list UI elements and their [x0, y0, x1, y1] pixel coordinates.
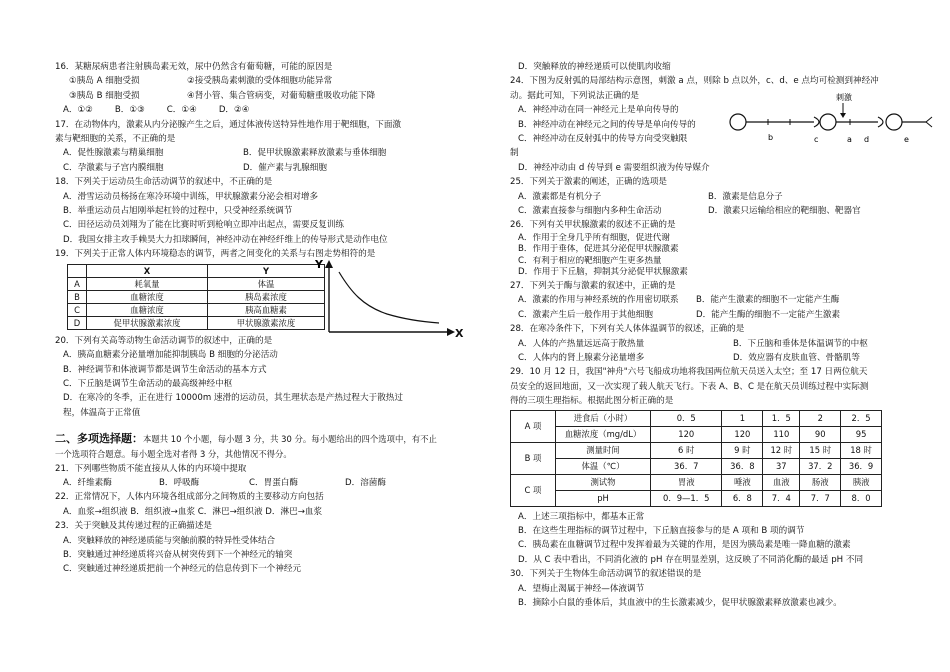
q21-option-b[interactable]: B．呼吸酶 [159, 477, 200, 488]
q29-stem-cont2: 得的三项生理指标。根据此图分析正确的是 [510, 396, 674, 407]
q18-option-d[interactable]: D．我国女排主攻手赖昊大力扣球瞬间，神经冲动在神经纤维上的传导形式是动作电位 [63, 234, 388, 245]
q17-options-row1 [55, 146, 490, 160]
q17-option-b[interactable]: B．促甲状腺激素释放激素与垂体细胞 [243, 148, 387, 159]
q23-option-a[interactable]: A．突触释放的神经递质能与突触前膜的特异性受体结合 [63, 535, 276, 546]
q24-option-c-cont: 制 [510, 148, 519, 159]
table-row: X Y [68, 264, 325, 277]
table-row: D 促甲状腺激素浓度 甲状腺激素浓度 [68, 316, 325, 329]
q25-option-a[interactable]: A．激素都是有机分子 [518, 191, 602, 202]
table-row: C 血糖浓度 胰高血糖素 [68, 303, 325, 316]
q24-option-c[interactable]: C．神经冲动在反射弧中的传导方向受突触限 [518, 134, 688, 145]
q23-option-b[interactable]: B．突触通过神经递质将兴奋从树突传到下一个神经元的轴突 [63, 549, 293, 560]
q21-options [55, 476, 490, 490]
q29-option-d[interactable]: D．从 C 表中看出，不同消化液的 pH 存在明显差别，这反映了不同消化酶的最适 pH 不同 [518, 554, 864, 565]
q17-option-d[interactable]: D．催产素与乳腺细胞 [243, 162, 327, 173]
left-column [55, 60, 490, 577]
q16-item-2: ②接受胰岛素刺激的受体细胞功能异常 [187, 76, 333, 87]
q20-option-d-cont: 程，体温高于正常值 [63, 407, 141, 418]
label-e: e [904, 135, 909, 145]
q18-option-a[interactable]: A．滑雪运动员杨扬在寒冷环境中训练，甲状腺激素分泌会相对增多 [63, 191, 319, 202]
q19-stem: 19．下列关于正常人体内环境稳态的调节，两者之间变化的关系与右图走势相符的是 [55, 249, 376, 260]
q21-option-a[interactable]: A．纤维素酶 [63, 477, 112, 488]
q19-block [55, 257, 490, 340]
section-note-cont: 一个选项符合题意。每小题全选对者得 3 分，其他情况不得分。 [55, 449, 292, 460]
q27-options-row1 [510, 293, 945, 307]
q17-stem-cont: 素与靶细胞的关系，不正确的是 [55, 134, 176, 145]
q20-option-a[interactable]: A．胰高血糖素分泌量增加能抑制胰岛 B 细胞的分泌活动 [63, 350, 278, 361]
q16-stem: 16．某糖尿病患者注射胰岛素无效，尿中仍然含有葡萄糖，可能的原因是 [55, 62, 333, 72]
table-row: B 血糖浓度 胰岛素浓度 [68, 290, 325, 303]
stimulus-label: 刺激 [836, 93, 852, 103]
q19-trend-graph [315, 258, 455, 338]
label-b: b [768, 133, 774, 143]
q17-options-row2 [55, 161, 490, 175]
q20-option-d[interactable]: D．在寒冷的冬季，正在进行 10000m 速滑的运动员，其生理状态是产热过程大于散热过 [63, 393, 403, 404]
q25-options-row1 [510, 190, 945, 204]
q27-option-a[interactable]: A．激素的作用与神经系统的作用密切联系 [518, 295, 679, 306]
q17-stem: 17．在动物体内，激素从内分泌腺产生之后，通过体液传送特异性地作用于靶细胞，下面激 [55, 119, 402, 130]
table-row: A 耗氧量 体温 [68, 277, 325, 290]
q23-stem: 23．关于突触及其传递过程的正确描述是 [55, 521, 213, 532]
y-axis-arrow [325, 260, 333, 268]
q24-stem: 24．下图为反射弧的局部结构示意图，刺激 a 点，则除 b 点以外，c、d、e 点均可检测到神经冲 [510, 76, 879, 87]
q26-option-c[interactable]: C．有利于相应的靶细胞产生更多热量 [518, 255, 662, 266]
section-heading: 二、多项选择题：本题共 10 个小题，每小题 3 分，共 30 分。每小题给出的四个选项中，有不止 [55, 432, 437, 446]
q18-option-c[interactable]: C．田径运动员刘翔为了能在比赛时听到枪响立即冲出起点，需要反复训练 [63, 220, 345, 231]
q29-data-table [510, 410, 882, 507]
q24-stem-cont: 动。据此可知，下列说法正确的是 [510, 90, 639, 101]
q24-option-b[interactable]: B．神经冲动在神经元之间的传导是单向传导的 [518, 119, 696, 130]
q24-option-a[interactable]: A．神经冲动在同一神经元上是单向传导的 [518, 105, 679, 116]
section-note: 本题共 10 个小题，每小题 3 分，共 30 分。每小题给出的四个选项中，有不止 [143, 434, 437, 445]
q16-option-d[interactable]: D．②④ [218, 105, 250, 116]
q22-option-c[interactable]: C．淋巴→组织液 [197, 506, 263, 517]
q16-items-row2 [55, 89, 490, 103]
q16-item-1: ①胰岛 A 细胞受损 [69, 76, 140, 87]
label-c: c [814, 135, 819, 145]
table-row: 血糖浓度（mg/dL） 120 120 110 90 95 [511, 426, 882, 442]
q21-option-d[interactable]: D．溶菌酶 [345, 477, 386, 488]
q26-option-b[interactable]: B．作用于垂体，促进其分泌促甲状腺激素 [518, 244, 679, 255]
q25-option-d[interactable]: D．激素只运输给相应的靶细胞、靶器官 [708, 206, 861, 217]
reflex-arc-diagram [728, 91, 933, 149]
q19-table [67, 264, 325, 330]
q27-options-row2 [510, 308, 945, 322]
table-row: A 项 进食后（小时） 0．5 1 1．5 2 2．5 [511, 410, 882, 426]
label-d: d [864, 135, 870, 145]
q25-options-row2 [510, 204, 945, 218]
q17-option-c[interactable]: C．孕激素与子宫内膜细胞 [63, 162, 164, 173]
synapse-1 [814, 117, 819, 127]
q22-option-d[interactable]: D．淋巴→血浆 [265, 506, 323, 517]
q26-option-d[interactable]: D．作用于下丘脑，抑制其分泌促甲状腺激素 [518, 267, 688, 278]
q27-option-b[interactable]: B．能产生激素的细胞不一定能产生酶 [696, 295, 840, 306]
q20-option-c[interactable]: C．下丘脑是调节生命活动的最高级神经中枢 [63, 378, 233, 389]
q18-stem: 18．下列关于运动员生命活动调节的叙述中，不正确的是 [55, 177, 273, 188]
q26-stem: 26．下列有关甲状腺激素的叙述不正确的是 [510, 220, 676, 231]
q25-stem: 25．下列关于激素的阐述，正确的选项是 [510, 177, 668, 188]
q22-option-a[interactable]: A．血浆→组织液 [63, 506, 128, 517]
neuron-body-middle [820, 114, 836, 130]
q24-option-d[interactable]: D．神经冲动由 d 传导到 e 需要组织液为传导媒介 [518, 162, 710, 173]
q29-option-b[interactable]: B．在这些生理指标的调节过程中，下丘脑直接参与的是 A 项和 B 项的调节 [518, 525, 805, 536]
q22-stem: 22．正常情况下，人体内环境各组成部分之间物质的主要移动方向包括 [55, 492, 324, 503]
y-axis-label: Y [315, 257, 323, 271]
trend-curve [339, 272, 439, 323]
q16-items-row1 [55, 74, 490, 88]
q30-option-a[interactable]: A．望梅止渴属于神经—体液调节 [518, 583, 645, 594]
q27-option-d[interactable]: D．能产生酶的细胞不一定能产生激素 [696, 309, 841, 320]
q29-option-c[interactable]: C．胰岛素在血糖调节过程中发挥着最为关键的作用，是因为胰岛素是唯一降血糖的激素 [518, 540, 851, 551]
q26-option-a[interactable]: A．作用于全身几乎所有细胞，促进代谢 [518, 232, 670, 243]
x-axis-label: X [455, 326, 464, 340]
q28-option-c[interactable]: C．人体内的肾上腺素分泌量增多 [518, 352, 645, 363]
q20-option-b[interactable]: B．神经调节和体液调节都是调节生命活动的基本方式 [63, 364, 267, 375]
q30-stem: 30．下列关于生物体生命活动调节的叙述错误的是 [510, 569, 702, 580]
table-row: pH 0．9—1．5 6．8 7．4 7．7 8．0 [511, 490, 882, 506]
q16-option-c[interactable]: C．①④ [166, 105, 197, 116]
q22-option-b[interactable]: B．组织液→血浆 [130, 506, 196, 517]
table-row: C 项 测试物 胃液 唾液 血液 肠液 胰液 [511, 474, 882, 490]
q28-option-d[interactable]: D．效应器有皮肤血管、骨骼肌等 [733, 352, 860, 363]
table-row: 体温（℃） 36．7 36．8 37 37．2 36．9 [511, 458, 882, 474]
q28-stem: 28．在寒冷条件下，下列有关人体体温调节的叙述，正确的是 [510, 324, 745, 335]
q25-option-c[interactable]: C．激素直接参与细胞内多种生命活动 [518, 206, 662, 217]
q30-option-b[interactable]: B．摘除小白鼠的垂体后，其血液中的生长激素减少，促甲状腺激素释放激素也减少。 [518, 597, 842, 608]
q16-option-b[interactable]: B．①③ [114, 105, 145, 116]
q28-option-a[interactable]: A．人体的产热量远远高于散热量 [518, 338, 645, 349]
right-column [510, 60, 945, 610]
q16-item-4: ④肾小管、集合管病变，对葡萄糖重吸收功能下降 [187, 90, 376, 101]
q16-option-a[interactable]: A．①② [63, 105, 93, 116]
q21-option-c[interactable]: C．胃蛋白酶 [249, 477, 298, 488]
q16-options [55, 103, 490, 117]
q20-stem: 20．下列有关高等动物生命活动调节的叙述中，正确的是 [55, 335, 273, 346]
q27-option-c[interactable]: C．激素产生后一般作用于其他细胞 [518, 309, 653, 320]
label-a: a [847, 135, 852, 145]
neuron-body-left [730, 114, 746, 130]
q29-option-a[interactable]: A．上述三项指标中，都基本正常 [518, 511, 645, 522]
q28-options-row1 [510, 337, 945, 351]
q21-stem: 21．下列哪些物质不能直接从人体的内环境中提取 [55, 463, 247, 474]
q16-item-3: ③胰岛 B 细胞受损 [69, 90, 140, 101]
x-axis-arrow [447, 328, 455, 336]
q29-stem-cont1: 员安全的返回地面，又一次实现了载人航天飞行。下表 A、B、C 是在航天员训练过程中实际测 [510, 381, 869, 392]
neuron-body-right [886, 114, 902, 130]
q23-option-c[interactable]: C．突触通过神经递质把前一个神经元的信息传到下一个神经元 [63, 564, 302, 575]
q27-stem: 27．下列关于酶与激素的叙述中，正确的是 [510, 280, 676, 291]
q28-options-row2 [510, 351, 945, 365]
q25-option-b[interactable]: B．激素是信息分子 [708, 191, 783, 202]
table-row: B 项 测量时间 6 时 9 时 12 时 15 时 18 时 [511, 442, 882, 458]
q23-option-d[interactable]: D．突触释放的神经递质可以使肌肉收缩 [518, 62, 671, 72]
q22-options [55, 505, 490, 519]
q28-option-b[interactable]: B．下丘脑和垂体是体温调节的中枢 [733, 338, 868, 349]
synapse-2 [878, 117, 883, 127]
q29-stem: 29．10 月 12 日，我国"神舟"六号飞船成功地将我国两位航天员送入太空；至 17 日两位航天 [510, 367, 868, 378]
q18-option-b[interactable]: B．举重运动员占旭刚举起杠铃的过程中，只受神经系统调节 [63, 206, 293, 217]
q17-option-a[interactable]: A．促性腺激素与精巢细胞 [63, 148, 164, 159]
